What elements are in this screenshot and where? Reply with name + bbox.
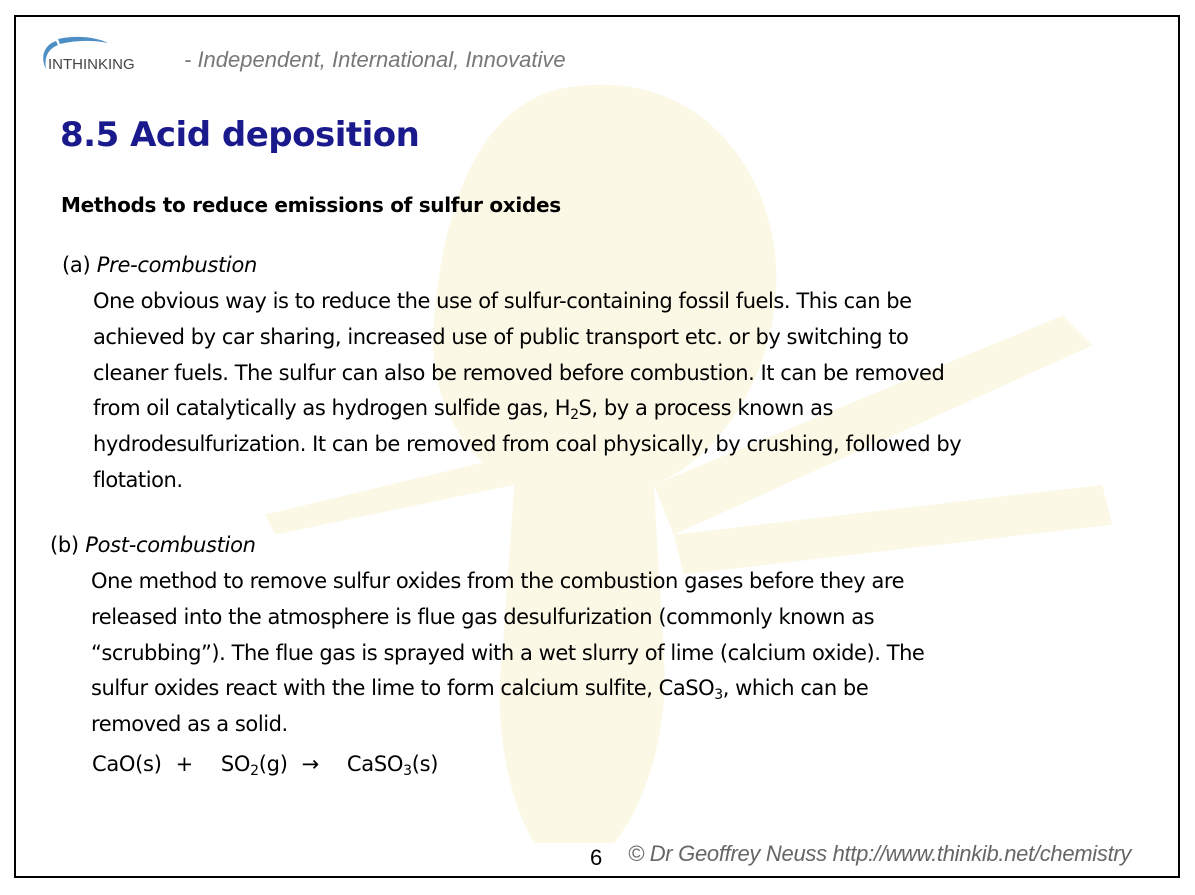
equation-arrow: →	[301, 752, 319, 776]
section-a-line-3: cleaner fuels. The sulfur can also be removed before combustion. It can be removed	[93, 360, 945, 385]
section-b-line-3: “scrubbing”). The flue gas is sprayed with a wet slurry of lime (calcium oxide). The	[91, 640, 925, 665]
section-b-marker: (b)	[50, 533, 79, 557]
caso3-formula: CaSO	[346, 752, 404, 776]
logo-text: INTHINKING	[48, 56, 135, 73]
tagline: - Independent, International, Innovative	[184, 47, 566, 72]
section-b-line-1: One method to remove sulfur oxides from the combustion gases before they are	[91, 569, 905, 593]
section-a-line-4-end: S, by a process known as	[578, 396, 834, 421]
equation-plus: +	[175, 752, 193, 776]
section-a-line-4	[93, 391, 961, 427]
section-a-marker: (a)	[62, 253, 91, 277]
section-a-line-2: achieved by car sharing, increased use of public transport etc. or by switching to	[93, 324, 909, 349]
so2-state: (g)	[258, 752, 288, 776]
section-b-line-4	[91, 671, 924, 707]
section-b-line-4-end: , which can be	[722, 676, 869, 701]
section-subtitle: Methods to reduce emissions of sulfur oxides	[61, 193, 561, 217]
section-a-line-6: flotation.	[93, 467, 183, 492]
footer-copyright: © Dr Geoffrey Neuss http://www.thinkib.net/chemistry	[628, 841, 1132, 866]
chemical-equation	[92, 752, 439, 779]
caso3-state: (s)	[411, 752, 439, 776]
section-a-line-1: One obvious way is to reduce the use of sulfur-containing fossil fuels. This can be	[93, 289, 912, 313]
inthinking-logo	[36, 35, 186, 75]
section-a-line-4-start: from oil catalytically as hydrogen sulfide gas, H	[93, 396, 571, 421]
equation-reactant-so2	[220, 752, 288, 779]
caso3-subscript: 3	[714, 687, 723, 704]
section-b-title: Post-combustion	[85, 533, 256, 557]
equation-product-caso3	[346, 752, 439, 779]
section-b-line-5: removed as a solid.	[91, 712, 288, 737]
h2s-subscript: 2	[570, 407, 579, 424]
so2-subscript: 2	[250, 763, 259, 779]
section-b-heading	[50, 533, 256, 557]
caso3-eq-subscript: 3	[403, 763, 412, 779]
page-title: 8.5 Acid deposition	[60, 115, 420, 155]
section-b-line-2: released into the atmosphere is flue gas desulfurization (commonly known as	[91, 604, 875, 629]
equation-reactant-cao: CaO(s)	[92, 752, 162, 776]
slide	[14, 15, 1180, 878]
section-a-heading	[62, 253, 257, 277]
section-b-paragraph	[91, 564, 924, 743]
section-a-paragraph	[93, 284, 961, 499]
section-a-line-5: hydrodesulfurization. It can be removed from coal physically, by crushing, followed by	[93, 432, 962, 457]
page-number: 6	[590, 845, 603, 870]
section-a-title: Pre-combustion	[96, 253, 258, 277]
so2-formula: SO	[220, 752, 251, 776]
section-b-line-4-start: sulfur oxides react with the lime to form calcium sulfite, CaSO	[91, 676, 715, 701]
